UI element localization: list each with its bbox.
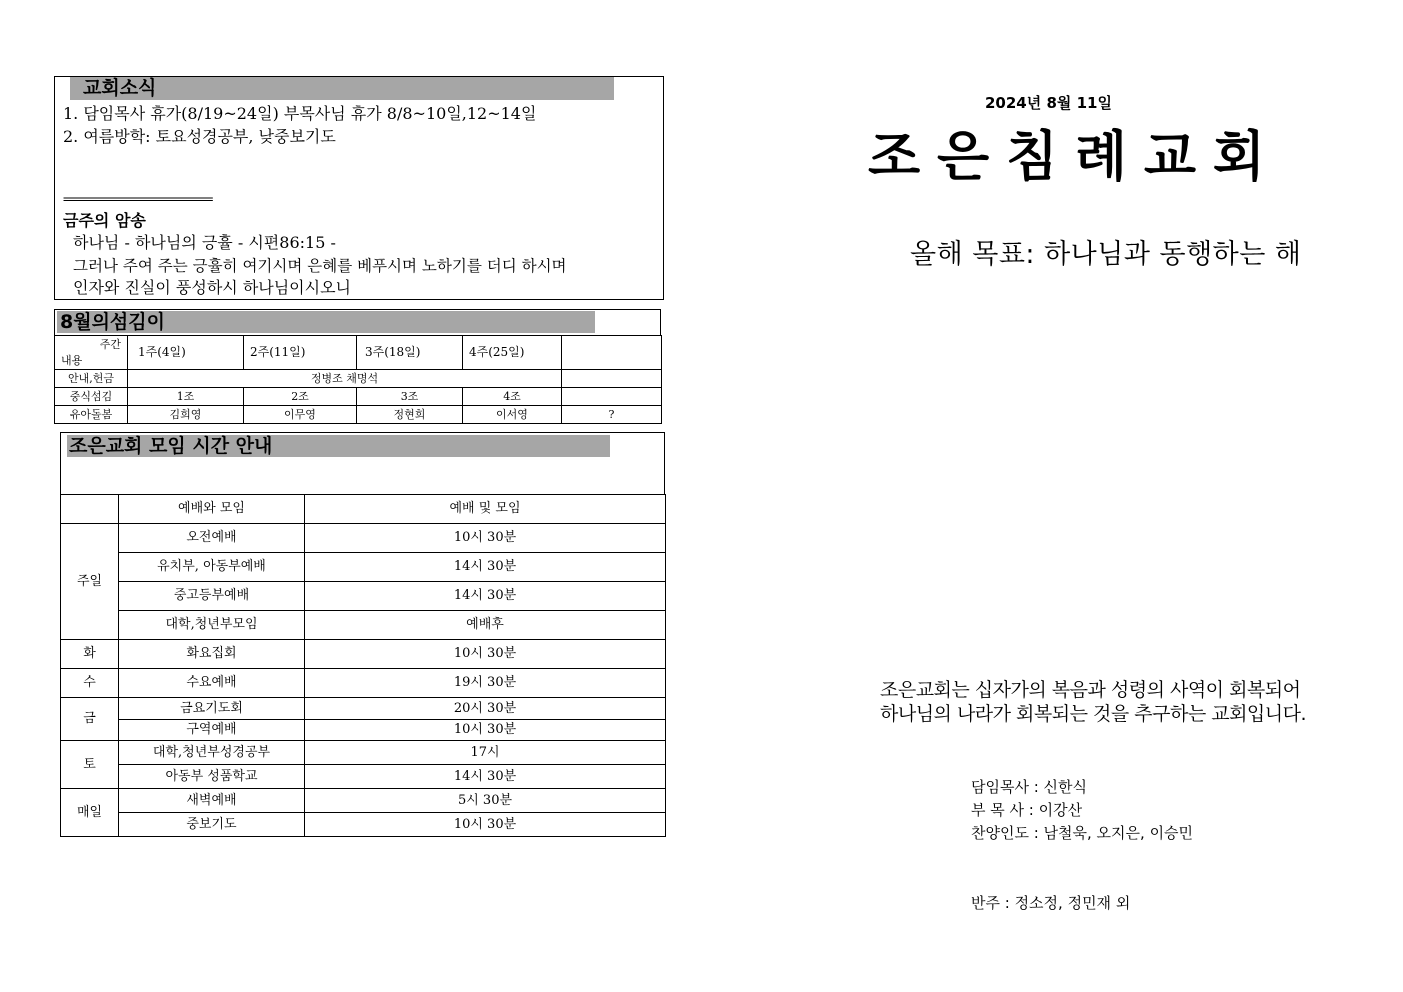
- serving-cell: 이무영: [244, 406, 357, 424]
- schedule-header-row: [61, 495, 666, 524]
- staff-associate-pastor: 부 목 사 : 이강산: [971, 801, 1083, 819]
- schedule-day-sunday: 주일: [61, 524, 119, 640]
- schedule-col-header-1: 예배와 모임: [119, 495, 305, 524]
- schedule-item-name: 대학,청년부성경공부: [119, 741, 305, 765]
- schedule-item-time: 예배후: [305, 611, 666, 640]
- schedule-item-time: 20시 30분: [305, 698, 666, 720]
- news-divider: ==========================: [63, 192, 212, 206]
- serving-row-guide: [55, 370, 662, 388]
- schedule-item-time: 10시 30분: [305, 640, 666, 669]
- serving-cell: 2조: [244, 388, 357, 406]
- accompanist: 반주 : 정소정, 정민재 외: [971, 894, 1131, 912]
- schedule-item-name: 금요기도회: [119, 698, 305, 720]
- schedule-row: [61, 789, 666, 813]
- serving-row-label: 중식섬김: [55, 388, 128, 406]
- serving-row-label: 유아돌봄: [55, 406, 128, 424]
- serving-title: 8월의섬김이: [57, 311, 595, 333]
- serving-cell: 이서영: [463, 406, 562, 424]
- schedule-item-name: 새벽예배: [119, 789, 305, 813]
- schedule-item-name: 유치부, 아동부예배: [119, 553, 305, 582]
- serving-week-5: [562, 336, 662, 370]
- schedule-col-header-2: 예배 및 모임: [305, 495, 666, 524]
- schedule-row: [61, 741, 666, 765]
- schedule-item-name: 화요집회: [119, 640, 305, 669]
- schedule-day-tuesday: 화: [61, 640, 119, 669]
- schedule-item-name: 중고등부예배: [119, 582, 305, 611]
- schedule-item-name: 수요예배: [119, 669, 305, 698]
- schedule-item-name: 구역예배: [119, 720, 305, 741]
- serving-cell: ?: [562, 406, 662, 424]
- serving-cell: 김희영: [128, 406, 244, 424]
- serving-week-1: 1주(4일): [128, 336, 244, 370]
- schedule-row: [61, 553, 666, 582]
- schedule-item-name: 오전예배: [119, 524, 305, 553]
- news-line-2: 2. 여름방학: 토요성경공부, 낮중보기도: [63, 127, 336, 146]
- schedule-day-wednesday: 수: [61, 669, 119, 698]
- staff-senior-pastor: 담임목사 : 신한식: [971, 778, 1088, 796]
- schedule-item-time: 14시 30분: [305, 582, 666, 611]
- serving-cell: 3조: [357, 388, 463, 406]
- serving-merged-cell: 정병조 채명석: [128, 370, 562, 388]
- serving-cell: 4조: [463, 388, 562, 406]
- schedule-item-time: 5시 30분: [305, 789, 666, 813]
- serving-row-childcare: [55, 406, 662, 424]
- schedule-item-time: 17시: [305, 741, 666, 765]
- verse-title: 금주의 암송: [63, 211, 146, 230]
- schedule-row: [61, 669, 666, 698]
- serving-corner: 주간 내용: [55, 336, 128, 370]
- schedule-row: [61, 582, 666, 611]
- schedule-item-name: 대학,청년부모임: [119, 611, 305, 640]
- verse-line-1: 하나님 - 하나님의 긍휼 - 시편86:15 -: [73, 233, 336, 252]
- schedule-row: [61, 813, 666, 837]
- schedule-item-time: 14시 30분: [305, 765, 666, 789]
- serving-week-row: [55, 336, 662, 370]
- schedule-row: [61, 698, 666, 720]
- bulletin-date: 2024년 8월 11일: [985, 94, 1112, 112]
- schedule-row: [61, 524, 666, 553]
- serving-week-4: 4주(25일): [463, 336, 562, 370]
- staff-worship-leaders: 찬양인도 : 남철욱, 오지은, 이승민: [971, 824, 1194, 842]
- church-name: 조 은 침 례 교 회: [868, 125, 1264, 188]
- schedule-item-time: 10시 30분: [305, 524, 666, 553]
- schedule-item-time: 14시 30분: [305, 553, 666, 582]
- verse-line-3: 인자와 진실이 풍성하시 하나님이시오니: [73, 278, 352, 297]
- schedule-item-time: 10시 30분: [305, 720, 666, 741]
- mission-line-2: 하나님의 나라가 회복되는 것을 추구하는 교회입니다.: [880, 703, 1307, 725]
- schedule-item-name: 중보기도: [119, 813, 305, 837]
- schedule-item-time: 19시 30분: [305, 669, 666, 698]
- serving-cell: 정현희: [357, 406, 463, 424]
- news-line-1: 1. 담임목사 휴가(8/19~24일) 부목사님 휴가 8/8~10일,12~14일: [63, 104, 537, 123]
- schedule-table: [60, 494, 666, 837]
- serving-cell: 1조: [128, 388, 244, 406]
- schedule-row: [61, 765, 666, 789]
- verse-line-2: 그러나 주여 주는 긍휼히 여기시며 은혜를 베푸시며 노하기를 더디 하시며: [73, 257, 567, 275]
- church-news-title: 교회소식: [70, 77, 614, 100]
- schedule-row: [61, 611, 666, 640]
- schedule-title: 조은교회 모임 시간 안내: [67, 435, 610, 457]
- mission-line-1: 조은교회는 십자가의 복음과 성령의 사역이 회복되어: [880, 679, 1301, 701]
- schedule-item-time: 10시 30분: [305, 813, 666, 837]
- schedule-day-friday: 금: [61, 698, 119, 741]
- serving-row-lunch: [55, 388, 662, 406]
- schedule-day-daily: 매일: [61, 789, 119, 837]
- serving-week-3: 3주(18일): [357, 336, 463, 370]
- schedule-row: [61, 640, 666, 669]
- yearly-goal: 올해 목표: 하나님과 동행하는 해: [910, 239, 1302, 270]
- serving-table: [54, 335, 662, 424]
- serving-cell: [562, 388, 662, 406]
- schedule-row: [61, 720, 666, 741]
- serving-row-label: 안내,헌금: [55, 370, 128, 388]
- schedule-day-saturday: 토: [61, 741, 119, 789]
- schedule-item-name: 아동부 성품학교: [119, 765, 305, 789]
- serving-week-2: 2주(11일): [244, 336, 357, 370]
